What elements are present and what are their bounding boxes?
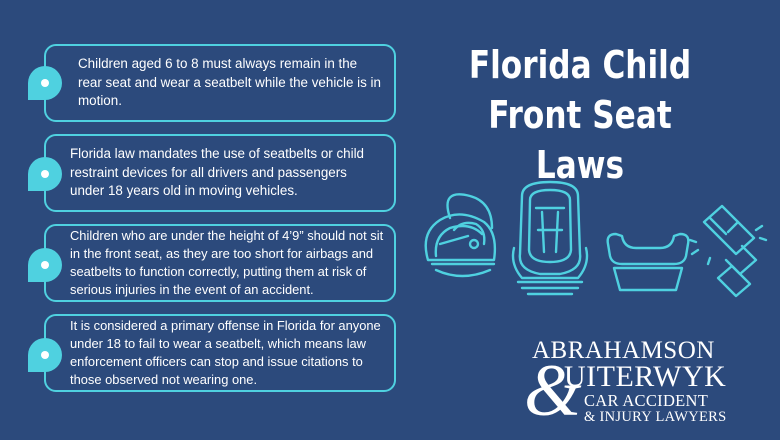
logo-line-1: ABRAHAMSON bbox=[532, 337, 715, 364]
convertible-car-seat-icon bbox=[513, 182, 587, 294]
logo-ampersand: & bbox=[524, 350, 582, 432]
speech-bubble-icon bbox=[28, 66, 62, 100]
speech-bubble-icon bbox=[28, 338, 62, 372]
title-line-1: Florida Child bbox=[468, 43, 692, 87]
page-title bbox=[449, 40, 711, 190]
law-card-text: Florida law mandates the use of seatbelts or child restraint devices for all drivers and passengers under 18 years old in moving vehicles. bbox=[70, 145, 365, 199]
law-card-2 bbox=[44, 134, 396, 212]
law-card-text: Children who are under the height of 4’9” should not sit in the front seat, as they are too short for airbags and seatbelts to function correctly, putting them at risk of serious injuries in the event of an accident. bbox=[70, 227, 384, 298]
law-card-4 bbox=[44, 314, 396, 392]
title-line-2: Front Seat Laws bbox=[488, 93, 672, 187]
booster-seat-icon bbox=[608, 234, 689, 290]
seatbelt-buckle-icon bbox=[690, 206, 766, 296]
car-seat-illustrations bbox=[410, 178, 770, 308]
infant-car-seat-icon bbox=[426, 194, 495, 276]
logo-line-2: UITERWYK bbox=[564, 360, 727, 393]
speech-bubble-icon bbox=[28, 157, 62, 191]
law-card-text: Children aged 6 to 8 must always remain in the rear seat and wear a seatbelt while the vehicle is in motion. bbox=[78, 55, 381, 109]
law-card-text: It is considered a primary offense in Florida for anyone under 18 to fail to wear a seatbelt, which means law enforcement officers can stop and issue citations to those observed not wearing one. bbox=[70, 317, 381, 388]
law-card-3 bbox=[44, 224, 396, 302]
logo-line-4: & INJURY LAWYERS bbox=[584, 409, 727, 425]
speech-bubble-icon bbox=[28, 248, 62, 282]
firm-logo bbox=[524, 336, 760, 432]
law-card-1 bbox=[44, 44, 396, 122]
logo-line-3: CAR ACCIDENT bbox=[584, 391, 709, 410]
